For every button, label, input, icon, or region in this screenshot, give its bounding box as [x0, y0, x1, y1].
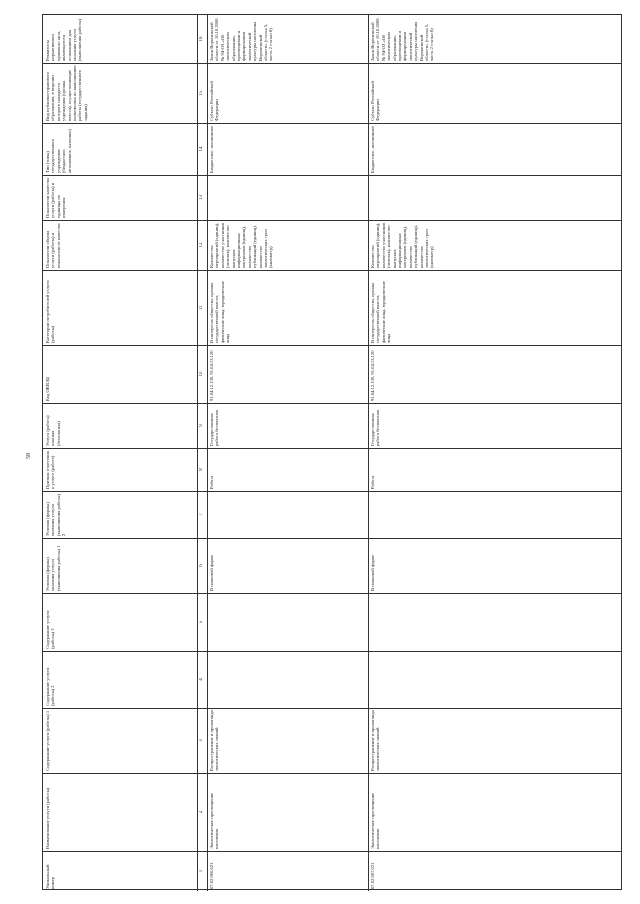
table-row-1-cell-text: Закон Воронежской области от 10.10.2008 № 94-ОЗ «Об экологическом образовании, просвещении и формировании экологической культуры населения Воронежской области» (статья 5, часть 2 статьи 8) — [209, 18, 274, 61]
table-row-2-cell-text: В интересах общества, органы государственной власти, физические лица, юридические лица — [370, 281, 392, 343]
header-cell-text: Содержание услуги (работы) 1 — [45, 710, 50, 771]
column-divider — [43, 448, 621, 449]
header-cell-text: Вид публично-правового образования, в ведении которого находятся учреждения (органы власти), осуществляющие полномочия по выполнению работы (государственного задания) — [45, 65, 88, 121]
table-row-2-cell-text — [370, 653, 621, 706]
table-row-1-cell-text: В плановой форме — [209, 554, 214, 591]
header-cell-text: Реквизиты нормативного правового акта, являющегося основанием для оказания услуги (выполнения работы) — [45, 19, 83, 61]
table-row-2-cell-text — [370, 493, 621, 536]
table-row-2-cell-text: 07.02.007.021 — [370, 862, 375, 889]
row-divider — [197, 15, 198, 891]
column-divider — [43, 851, 621, 852]
table-row-2-cell-text: Государственная работа бесплатная — [370, 410, 381, 446]
table-row-2-cell-text — [370, 177, 621, 218]
column-number-cell-text: 13 — [199, 195, 204, 200]
column-number-cell-text: 7 — [199, 513, 204, 516]
column-number-cell-text: 11 — [199, 305, 204, 310]
column-number-cell-text: 5 — [199, 620, 204, 624]
table-row-2-cell-text: В плановой форме — [370, 554, 375, 591]
column-divider — [43, 123, 621, 124]
row-divider — [368, 15, 369, 891]
column-number-cell-text: 1 — [199, 869, 204, 873]
table-row-1-cell-text: Распространение и пропаганда экологических знаний — [209, 710, 220, 771]
table-row-1-cell-text — [209, 493, 366, 536]
table-row-1-cell-text: 91.04.12.130, 91.04.13.120 — [209, 350, 214, 401]
column-divider — [43, 220, 621, 221]
header-cell-text: Тип (типы) государственного учреждения (бюджетное, автономное, казенное) — [45, 129, 72, 173]
table-row-1-cell-text: Субъект Российской Федерации — [209, 81, 220, 121]
table-row-2-cell-text: Закон Воронежской области от 10.10.2008 № 94-ОЗ «Об экологическом образовании, просвещении и формировании экологической культуры населения Воронежской области» (статья 5, часть 2 статьи 8) — [370, 18, 435, 61]
column-divider — [43, 403, 621, 404]
column-number-cell-text: 12 — [199, 242, 204, 248]
column-number-cell-text: 9 — [199, 424, 204, 427]
table-row-2-cell-text: Бюджетное, автономное — [370, 125, 375, 173]
table-row-1-cell-text: Экологическое просвещение населения — [209, 792, 220, 849]
header-cell-text: Услуга (работа) платная (бесплатная) — [45, 415, 61, 446]
header-cell-text: Признак отнесения к услуге (работе) — [45, 451, 56, 489]
table-row-1-cell-text: 07.02.006.021 — [209, 862, 214, 889]
table-row-2-cell-text: Количество мероприятий (единиц), количество участников (человек), количество выпусков информационных материалов (единиц), количество публикаций (единиц), количество экологических троп (километр) — [370, 222, 435, 268]
column-divider — [43, 270, 621, 271]
header-cell-text: Категории потребителей услуги (работы) — [45, 280, 56, 343]
table-row-1-cell-text — [209, 177, 366, 218]
table-row-2-cell-text: Распространение и пропаганда экологических знаний — [370, 710, 381, 771]
column-number-cell-text: 14 — [199, 146, 204, 152]
table-row-1-cell-text: Количество мероприятий (единиц), количество участников (человек), количество выпусков информационных материалов (единиц), количество публикаций (единиц), количество экологических троп (километр) — [209, 222, 274, 268]
table-row-1-cell-text: Государственная работа бесплатная — [209, 410, 220, 446]
table-row-1-cell-text: Работа — [209, 475, 214, 489]
column-divider — [43, 651, 621, 652]
column-divider — [43, 773, 621, 774]
column-number-cell-text: 8 — [199, 468, 204, 471]
table-row-2-cell-text: 91.04.12.130, 91.04.13.120 — [370, 350, 375, 401]
services-table — [42, 14, 622, 890]
column-divider — [43, 175, 621, 176]
column-divider — [43, 538, 621, 539]
column-divider — [43, 63, 621, 64]
row-divider — [207, 15, 208, 891]
table-row-2-cell-text — [370, 595, 621, 649]
table-row-2-cell-text: Субъект Российской Федерации — [370, 81, 381, 121]
table-row-1-cell-text: Бюджетное, автономное — [209, 125, 214, 173]
column-number-cell-text: 15 — [199, 90, 204, 96]
column-divider — [43, 491, 621, 492]
table-row-1-cell-text — [209, 653, 366, 706]
header-cell-text: Условия (формы) оказания услуги (выполнения работы) 1 — [45, 545, 61, 591]
column-number-cell-text: 3 — [199, 739, 204, 742]
header-cell-text: Показатели качества услуги (работы) и единицы их измерения — [45, 177, 67, 218]
column-number-cell-text: 16 — [199, 36, 204, 42]
header-cell-text: Наименование услуги (работы) — [45, 787, 50, 849]
header-cell-text: Условия (формы) оказания услуги (выполнения работы) 2 — [45, 494, 67, 536]
column-divider — [43, 345, 621, 346]
column-number-cell-text: 6 — [199, 564, 204, 567]
column-divider — [43, 708, 621, 709]
header-cell-text: Содержание услуги (работы) 2 — [45, 667, 56, 706]
header-cell-text: Показатели объема услуги (работы) и показатели ее качества — [45, 223, 61, 268]
column-number-cell-text: 2 — [199, 810, 204, 814]
column-number-cell-text: 4 — [199, 678, 204, 681]
table-row-2-cell-text: Работа — [370, 475, 375, 489]
column-number-cell-text: 10 — [199, 371, 204, 377]
table-row-1-cell-text — [209, 595, 366, 649]
header-cell-text: Код ОКВЭД — [45, 377, 50, 401]
column-divider — [43, 593, 621, 594]
table-row-1-cell-text: В интересах общества, органы государственной власти, физические лица, юридические лица — [209, 281, 231, 343]
page-number: 58 — [26, 453, 32, 459]
header-cell-text: Содержание услуги (работы) 3 — [45, 610, 56, 649]
table-row-2-cell-text: Экологическое просвещение населения — [370, 792, 381, 849]
header-cell-text: Уникальный номер — [45, 864, 56, 889]
